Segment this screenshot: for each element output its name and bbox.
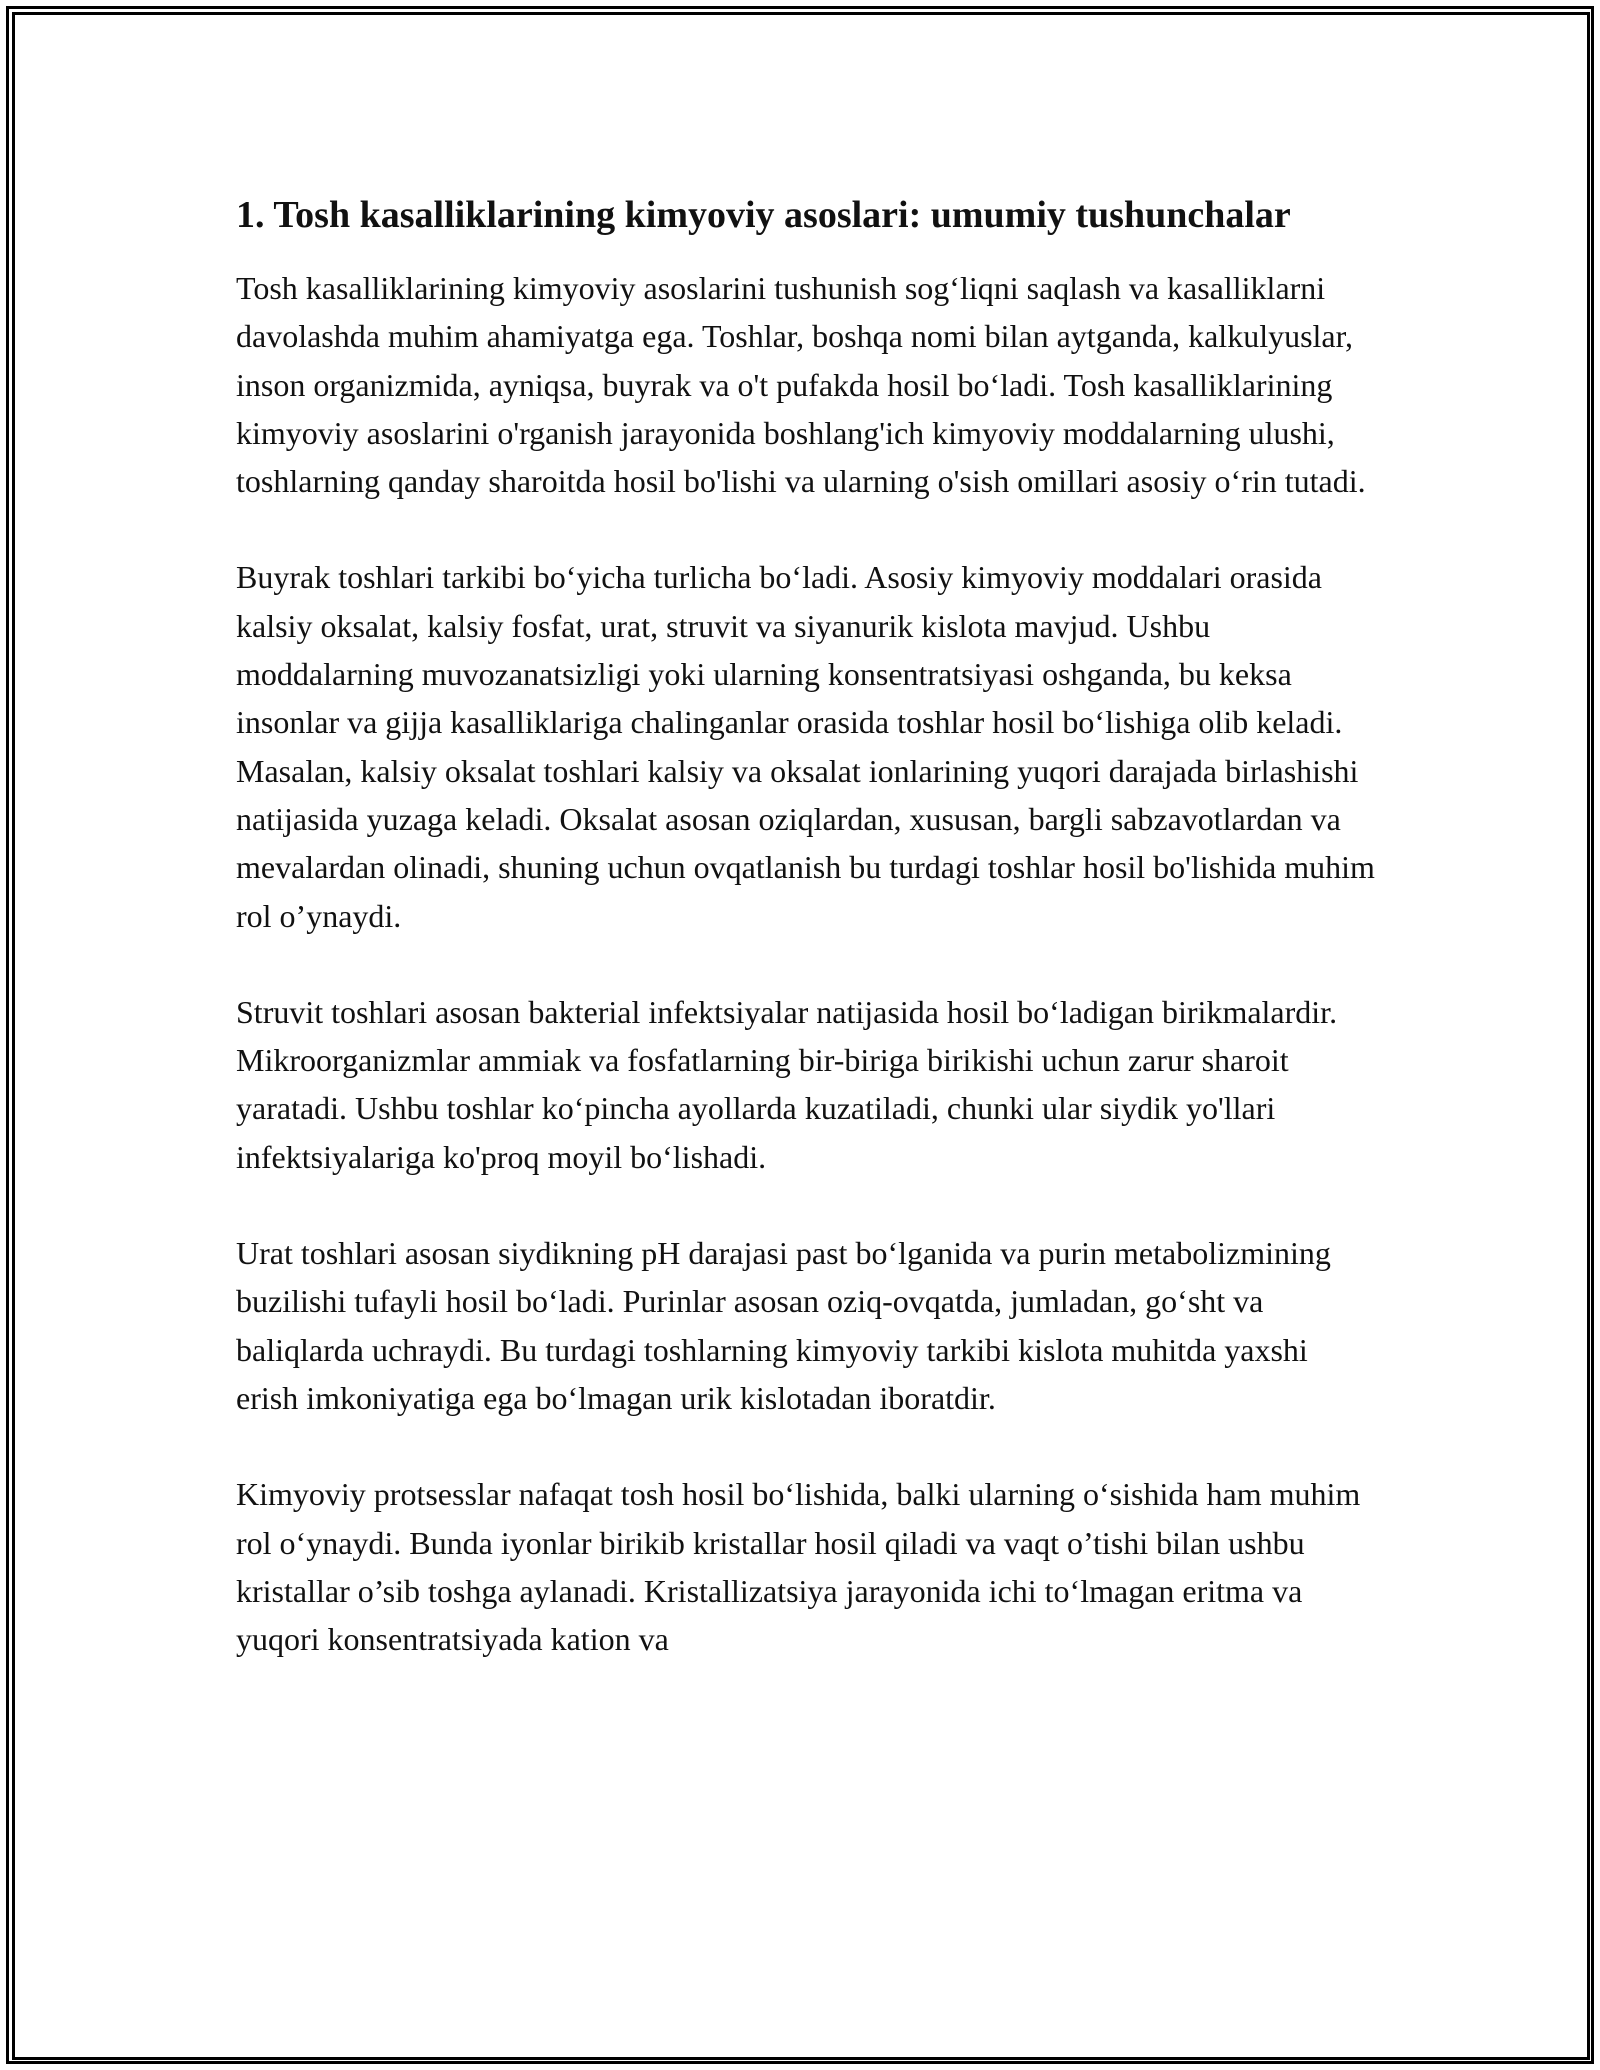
paragraph-2: Buyrak toshlari tarkibi bo‘yicha turlicha bo‘ladi. Asosiy kimyoviy moddalari orasida kalsiy oksalat, kalsiy fosfat, urat, struvit va siyanurik kislota mavjud. Ushbu moddalarning muvozanatsizligi yoki ularning konsentratsiyasi oshganda, bu keksa insonlar va gijja kasalliklariga chalinganlar orasida toshlar hosil bo‘lishiga olib keladi. Masalan, kalsiy oksalat toshlari kalsiy va oksalat ionlarining yuqori darajada birlashishi natijasida yuzaga keladi. Oksalat asosan oziqlardan, xususan, bargli sabzavotlardan va mevalardan olinadi, shuning uchun ovqatlanish bu turdagi toshlar hosil bo'lishida muhim rol o’ynaydi.	[236, 559, 1375, 934]
paragraph-3: Struvit toshlari asosan bakterial infektsiyalar natijasida hosil bo‘ladigan birikmalardir. Mikroorganizmlar ammiak va fosfatlarning bir-biriga birikishi uchun zarur sharoit yaratadi. Ushbu toshlar ko‘pincha ayollarda kuzatiladi, chunki ular siydik yo'llari infektsiyalariga ko'proq moyil bo‘lishadi.	[236, 993, 1338, 1175]
paragraph-1: Tosh kasalliklarining kimyoviy asoslarini tushunish sog‘liqni saqlash va kasalliklarni davolashda muhim ahamiyatga ega. Toshlar, boshqa nomi bilan aytganda, kalkulyuslar, inson organizmida, ayniqsa, buyrak va o't pufakda hosil bo‘ladi. Tosh kasalliklarining kimyoviy asoslarini o'rganish jarayonida boshlang'ich kimyoviy moddalarning ulushi, toshlarning qanday sharoitda hosil bo'lishi va ularning o'sish omillari asosiy o‘rin tutadi.	[236, 270, 1366, 500]
paragraph-4: Urat toshlari asosan siydikning pH darajasi past bo‘lganida va purin metabolizmining buzilishi tufayli hosil bo‘ladi. Purinlar asosan oziq-ovqatda, jumladan, go‘sht va baliqlarda uchraydi. Bu turdagi toshlarning kimyoviy tarkibi kislota muhitda yaxshi erish imkoniyatiga ega bo‘lmagan urik kislotadan iboratdir.	[236, 1235, 1331, 1416]
document-body	[236, 188, 1376, 1663]
paragraph-5: Kimyoviy protsesslar nafaqat tosh hosil bo‘lishida, balki ularning o‘sishida ham muhim rol o‘ynaydi. Bunda iyonlar birikib kristallar hosil qiladi va vaqt o’tishi bilan ushbu kristallar o’sib toshga aylanadi. Kristallizatsiya jarayonida ichi to‘lmagan eritma va yuqori konsentratsiyada kation va	[236, 1476, 1361, 1658]
section-heading: 1. Tosh kasalliklarining kimyoviy asoslari: umumiy tushunchalar	[236, 194, 1291, 236]
